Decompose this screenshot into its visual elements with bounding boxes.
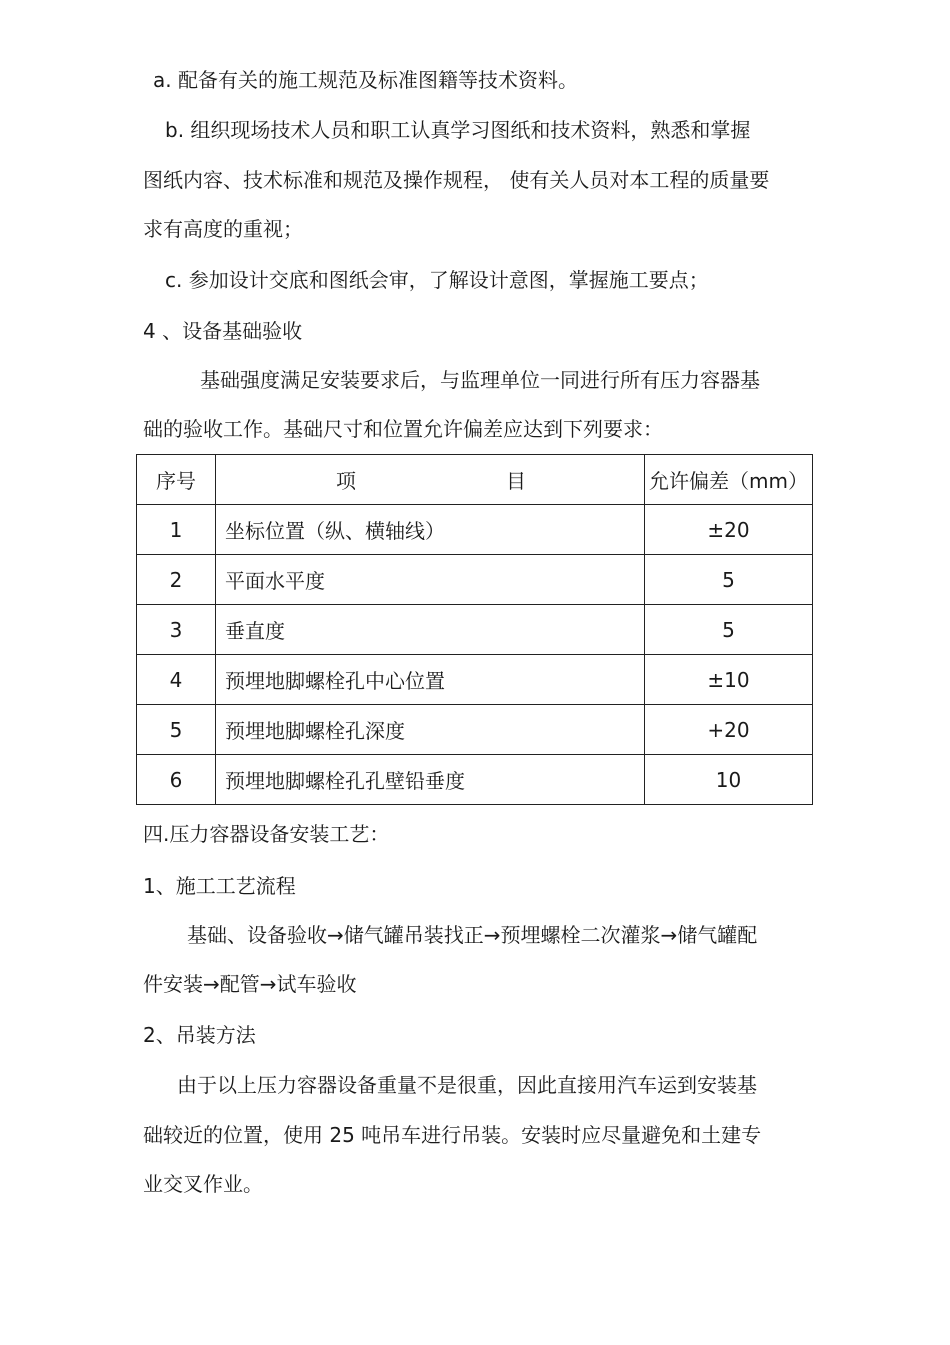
header-item-right: 目: [506, 469, 526, 493]
header-item: [216, 455, 645, 505]
header-tolerance: 允许偏差（mm）: [645, 455, 813, 505]
lift-line2: 础较近的位置，使用 25 吨吊车进行吊装。安装时应尽量避免和土建专: [143, 1123, 762, 1147]
subheading-process-flow: 1、施工工艺流程: [143, 874, 296, 898]
header-no: 序号: [137, 455, 216, 505]
table-row: [137, 705, 813, 755]
row-item: 坐标位置（纵、横轴线）: [216, 505, 645, 555]
row-tolerance: ±10: [645, 655, 813, 705]
para-1-line2: 础的验收工作。基础尺寸和位置允许偏差应达到下列要求：: [143, 417, 663, 441]
row-item: 垂直度: [216, 605, 645, 655]
row-tolerance: +20: [645, 705, 813, 755]
flow-line1: 基础、设备验收→储气罐吊装找正→预埋螺栓二次灌浆→储气罐配: [187, 923, 758, 947]
item-b-line3: 求有高度的重视；: [143, 217, 303, 241]
row-no: 4: [137, 655, 216, 705]
item-a: a. 配备有关的施工规范及标准图籍等技术资料。: [153, 68, 578, 92]
para-1-line1: 基础强度满足安装要求后，与监理单位一同进行所有压力容器基: [200, 368, 760, 392]
flow-line2: 件安装→配管→试车验收: [143, 972, 357, 996]
row-item: 预埋地脚螺栓孔深度: [216, 705, 645, 755]
row-no: 1: [137, 505, 216, 555]
row-no: 3: [137, 605, 216, 655]
item-b-line2: 图纸内容、技术标准和规范及操作规程， 使有关人员对本工程的质量要: [143, 168, 770, 192]
item-c: c. 参加设计交底和图纸会审，了解设计意图，掌握施工要点；: [165, 268, 709, 292]
row-tolerance: ±20: [645, 505, 813, 555]
section-4-title: 四.压力容器设备安装工艺：: [143, 822, 390, 846]
table-row: [137, 655, 813, 705]
row-no: 6: [137, 755, 216, 805]
table-row: [137, 605, 813, 655]
table-row: [137, 555, 813, 605]
table-header-row: [137, 455, 813, 505]
header-item-left: 项: [336, 469, 356, 493]
subheading-lifting-method: 2、吊装方法: [143, 1023, 256, 1047]
row-item: 平面水平度: [216, 555, 645, 605]
lift-line1: 由于以上压力容器设备重量不是很重，因此直接用汽车运到安装基: [177, 1073, 757, 1097]
table-row: [137, 755, 813, 805]
table-row: [137, 505, 813, 555]
row-no: 5: [137, 705, 216, 755]
row-tolerance: 5: [645, 605, 813, 655]
row-no: 2: [137, 555, 216, 605]
row-tolerance: 10: [645, 755, 813, 805]
heading-4: 4 、设备基础验收: [143, 319, 303, 343]
row-item: 预埋地脚螺栓孔孔壁铅垂度: [216, 755, 645, 805]
row-tolerance: 5: [645, 555, 813, 605]
item-b-line1: b. 组织现场技术人员和职工认真学习图纸和技术资料，熟悉和掌握: [165, 118, 751, 142]
lift-line3: 业交叉作业。: [143, 1172, 263, 1196]
row-item: 预埋地脚螺栓孔中心位置: [216, 655, 645, 705]
tolerance-table: [136, 454, 813, 805]
